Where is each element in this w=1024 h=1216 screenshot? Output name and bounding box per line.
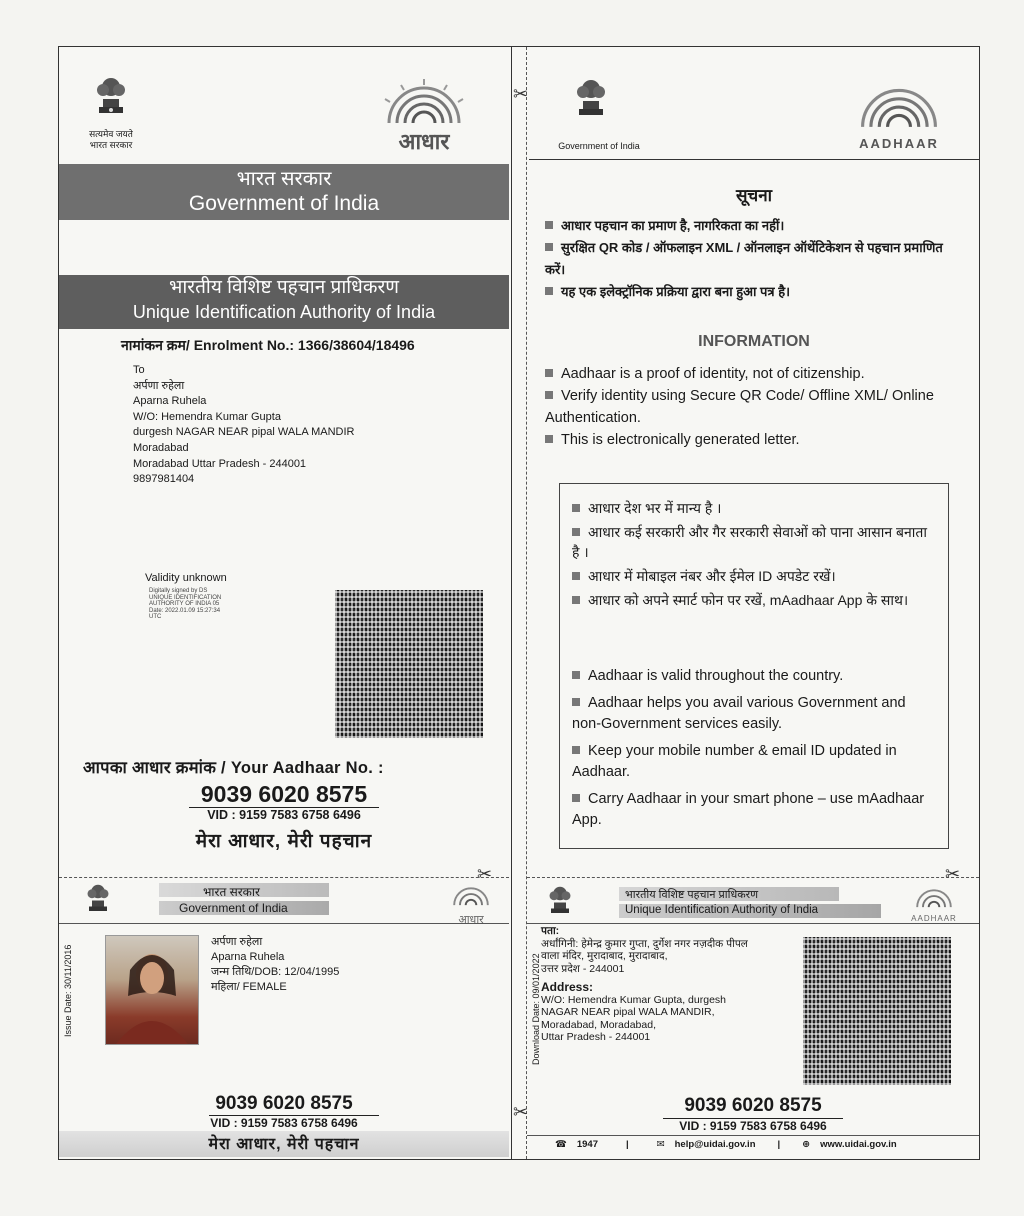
- info-box: [559, 483, 949, 849]
- scissor-icon: ✂: [513, 84, 529, 104]
- tagline: मेरा आधार, मेरी पहचान: [195, 831, 373, 852]
- gov-title-english: Government of India: [188, 192, 380, 215]
- card-address-block: पता: अर्धांगिनी: हेमेन्द्र कुमार गुप्ता, दुर्गेश नगर नज़दीक पीपल वाला मंदिर, मुरादाबाद, मुरादाबाद, उत्तर प्रदेश - 244001 Address: W/O: Hemendra Kumar Gupta, durgesh NAGAR NEAR pipal WALA MANDIR, Moradabad, Moradabad, Uttar Pradesh - 244001: [541, 925, 748, 1043]
- national-emblem-icon: [83, 879, 113, 919]
- national-emblem-icon: [91, 71, 131, 123]
- card-uidai-hindi: भारतीय विशिष्ट पहचान प्राधिकरण: [625, 889, 759, 901]
- helpline-email: help@uidai.gov.in: [674, 1139, 756, 1150]
- uidai-band: [59, 275, 509, 329]
- card-gov-hindi: भारत सरकार: [203, 885, 260, 899]
- card-back-vid-number: VID : 9159 7583 6758 6496: [679, 1119, 827, 1133]
- info-box-english: Aadhaar is valid throughout the country. Aadhaar helps you avail various Government and non-Government services easily. Keep your mobile number & email ID updated in Aadhaar. Carry Aadhaar in your smart phone – use mAadhaar App.: [572, 668, 925, 828]
- qr-code-card: [803, 937, 951, 1085]
- national-emblem-icon: [571, 73, 611, 125]
- fingerprint-sun-icon: [445, 883, 497, 907]
- aadhaar-logo-small: AADHAAR: [907, 885, 961, 925]
- horizontal-cut-line-right: [527, 877, 979, 878]
- scissor-icon: ✂: [945, 864, 961, 884]
- fingerprint-sun-icon: [907, 885, 961, 909]
- download-date: Download Date: 09/01/2022: [531, 953, 541, 1065]
- card-back-header-divider: [527, 923, 979, 924]
- header-divider: [529, 159, 979, 160]
- information-points: Aadhaar is a proof of identity, not of citizenship. Verify identity using Secure QR Code/ Offline XML/ Online Authentication. This is electronically generated letter.: [545, 366, 934, 448]
- digital-signature-block: Digitally signed by DS UNIQUE IDENTIFICATION AUTHORITY OF INDIA 05 Date: 2022.01.09 15:27:34 UTC: [149, 588, 222, 620]
- holder-name-english: Aparna Ruhela: [211, 951, 285, 963]
- signature-validity: Validity unknown: [145, 572, 227, 584]
- card-vid-number: VID : 9159 7583 6758 6496: [210, 1116, 358, 1130]
- horizontal-cut-line-left: [59, 877, 509, 878]
- notice-title-hindi: सूचना: [735, 186, 773, 205]
- uidai-title-english: Unique Identification Authority of India: [132, 302, 436, 322]
- aadhaar-logo: आधार: [379, 77, 469, 147]
- notice-points-hindi: आधार पहचान का प्रमाण है, नागरिकता का नहीं। सुरक्षित QR कोड / ऑफलाइन XML / ऑनलाइन ऑथेंटिकेशन से पहचान प्रमाणित करें। यह एक इलेक्ट्रॉनिक प्रक्रिया द्वारा बना हुआ पत्र है।: [545, 218, 943, 299]
- your-aadhaar-label: आपका आधार क्रमांक / Your Aadhaar No. :: [83, 759, 384, 777]
- aadhaar-letter-sheet: [58, 46, 980, 1160]
- holder-gender: महिला/ FEMALE: [211, 981, 287, 993]
- vertical-cut-line: [511, 47, 527, 1159]
- info-box-hindi: आधार देश भर में मान्य है । आधार कई सरकारी और गैर सरकारी सेवाओं को पाना आसान बनाता है । आधार में मोबाइल नंबर और ईमेल ID अपडेट रखें। आधार को अपने स्मार्ट फोन पर रखें, mAadhaar App के साथ।: [572, 500, 927, 608]
- card-aadhaar-number: 9039 6020 8575: [215, 1093, 353, 1114]
- card-header-divider: [59, 923, 509, 924]
- aadhaar-logo: AADHAAR: [849, 79, 949, 151]
- holder-details: [211, 935, 339, 995]
- vid-number: VID : 9159 7583 6758 6496: [207, 808, 361, 822]
- card-tagline: मेरा आधार, मेरी पहचान: [208, 1136, 360, 1153]
- scissor-icon: ✂: [477, 864, 493, 884]
- emblem-caption: सत्यमेव जयते भारत सरकार: [89, 129, 133, 150]
- qr-code-large: [335, 590, 483, 738]
- contact-divider: [527, 1135, 979, 1136]
- holder-dob: जन्म तिथि/DOB: 12/04/1995: [211, 966, 340, 978]
- information-title: INFORMATION: [698, 333, 810, 350]
- uidai-title-hindi: भारतीय विशिष्ट पहचान प्राधिकरण: [169, 277, 399, 298]
- card-uidai-english: Unique Identification Authority of India: [625, 904, 819, 916]
- card-gov-english: Government of India: [179, 901, 288, 915]
- scissor-icon: ✂: [513, 1102, 529, 1122]
- holder-photo: [105, 935, 199, 1045]
- national-emblem-icon: [545, 881, 575, 921]
- contact-strip: ☎ 1947 | ✉ help@uidai.gov.in | ⊕ www.uidai.gov.in: [555, 1139, 897, 1150]
- government-band: [59, 164, 509, 220]
- enrolment-number: नामांकन क्रम/ Enrolment No.: 1366/38604/18496: [121, 337, 415, 353]
- globe-icon: ⊕: [802, 1139, 811, 1150]
- email-icon: ✉: [656, 1139, 665, 1150]
- fingerprint-sun-icon: [379, 77, 469, 127]
- issue-date: Issue Date: 30/11/2016: [63, 944, 73, 1037]
- gov-title-hindi: भारत सरकार: [236, 168, 332, 190]
- recipient-address: To अर्पणा रुहेला Aparna Ruhela W/O: Hemendra Kumar Gupta durgesh NAGAR NEAR pipal WALA MANDIR Moradabad Moradabad Uttar Pradesh - 244001 9897981404: [133, 364, 355, 486]
- holder-name-hindi: अर्पणा रुहेला: [211, 936, 263, 948]
- aadhaar-number: 9039 6020 8575: [200, 781, 368, 807]
- card-back-aadhaar-number: 9039 6020 8575: [684, 1095, 822, 1116]
- phone-icon: ☎: [555, 1139, 567, 1150]
- emblem-caption: Government of India: [558, 141, 640, 151]
- aadhaar-logo-small: आधार: [445, 883, 497, 923]
- fingerprint-sun-icon: [849, 79, 949, 131]
- helpline-number: 1947: [576, 1139, 598, 1150]
- website-link[interactable]: www.uidai.gov.in: [820, 1139, 897, 1150]
